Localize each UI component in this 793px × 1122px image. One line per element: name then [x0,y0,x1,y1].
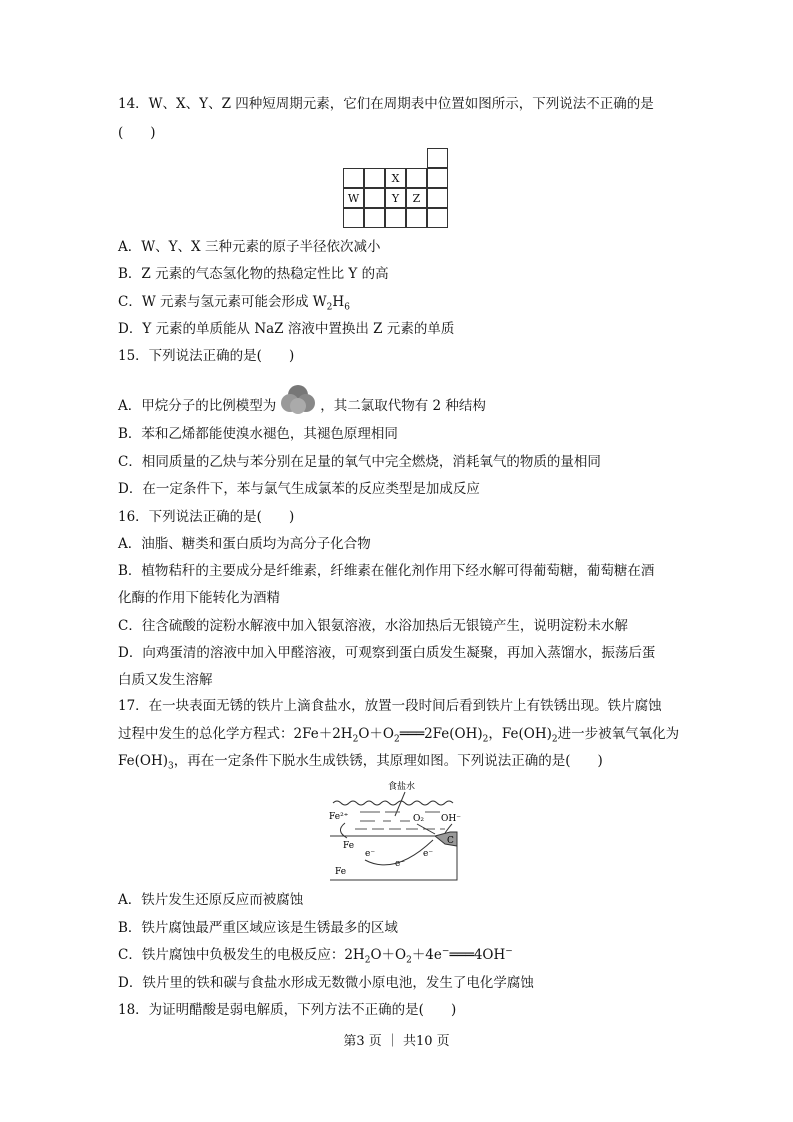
q16-option-c: C．往含硫酸的淀粉水解液中加入银氨溶液，水浴加热后无银镜产生，说明淀粉未水解 [118,618,628,634]
electron-label-2: e⁻ [395,859,406,869]
q14-option-c: C．W 元素与氢元素可能会形成 $W_2H_6$ [118,294,350,313]
table-cell [427,168,448,188]
q17-option-d: D．铁片里的铁和碳与食盐水形成无数微小原电池，发生了电化学腐蚀 [118,975,534,991]
corrosion-diagram [325,776,465,886]
q17-option-c: C．铁片腐蚀中负极发生的电极反应：$2H_2O+O_2+4e^-═══4OH^-$ [118,946,513,966]
q15-option-d: D．在一定条件下，苯与氯气生成氯苯的反应类型是加成反应 [118,481,480,497]
q15-option-b: B．苯和乙烯都能使溴水褪色，其褪色原理相同 [118,426,398,442]
q17-stem-3: $Fe(OH)_3$，再在一定条件下脱水生成铁锈，其原理如图。下列说法正确的是( ) [118,753,603,772]
q15-option-a: A．甲烷分子的比例模型为 ，其二氯取代物有 2 种结构 [118,397,486,415]
q17-option-a: A．铁片发生还原反应而被腐蚀 [118,892,304,908]
q18-stem: 18．为证明醋酸是弱电解质，下列方法不正确的是( ) [118,1002,457,1018]
fe-surface-label: Fe [343,841,355,851]
page-footer: 第3 页 ｜ 共10 页 [343,1034,450,1049]
q17-option-b: B．铁片腐蚀最严重区域应该是生锈最多的区域 [118,920,398,936]
saltwater-label: 食盐水 [388,782,416,792]
carbon-label: C [447,836,454,846]
q17-stem-2: 过程中发生的总化学方程式：$2Fe+2H_2O+O_2═══2Fe(OH)_2$，$Fe(OH)_2$进一步被氧气氧化为 [118,726,680,745]
cell-w: W [343,188,364,208]
o2-label: O₂ [413,814,424,824]
q16-stem: 16．下列说法正确的是( ) [118,509,295,525]
table-cell [427,188,448,208]
q16-option-d-cont: 白质又发生溶解 [118,672,213,688]
cell-z: Z [406,188,427,208]
cell-y: Y [385,188,406,208]
methane-model-image [278,383,318,415]
table-cell [406,208,427,228]
q14-option-b: B．Z 元素的气态氢化物的热稳定性比 Y 的高 [118,266,389,282]
table-cell [364,188,385,208]
methane-model-slot [276,397,320,415]
q14-option-d: D．Y 元素的单质能从 NaZ 溶液中置换出 Z 元素的单质 [118,321,455,337]
q14-paren: ( ) [118,125,156,141]
table-cell [343,208,364,228]
electron-label-3: e⁻ [423,849,434,859]
table-cell [427,148,448,168]
q17-stem-1: 17．在一块表面无锈的铁片上滴食盐水，放置一段时间后看到铁片上有铁锈出现。铁片腐蚀 [118,698,662,714]
fe2-label: Fe²⁺ [329,812,349,822]
q14-option-a: A．W、Y、X 三种元素的原子半径依次减小 [118,239,381,255]
q16-option-a: A．油脂、糖类和蛋白质均为高分子化合物 [118,536,371,552]
table-cell [364,168,385,188]
table-cell [406,168,427,188]
q14-stem: 14．W、X、Y、Z 四种短周期元素，它们在周期表中位置如图所示，下列说法不正确的是 [118,96,654,112]
oh-label: OH⁻ [441,814,461,824]
q16-option-d: D．向鸡蛋清的溶液中加入甲醛溶液，可观察到蛋白质发生凝聚，再加入蒸馏水，振荡后蛋 [118,645,656,661]
q16-option-b: B．植物秸秆的主要成分是纤维素，纤维素在催化剂作用下经水解可得葡萄糖，葡萄糖在酒 [118,563,655,579]
q15-stem: 15．下列说法正确的是( ) [118,348,295,364]
q15-option-c: C．相同质量的乙炔与苯分别在足量的氧气中完全燃烧，消耗氧气的物质的量相同 [118,454,601,470]
electron-label-1: e⁻ [365,849,376,859]
table-cell [385,208,406,228]
table-cell [427,208,448,228]
q16-option-b-cont: 化酶的作用下能转化为酒精 [118,590,280,606]
fe-bulk-label: Fe [335,867,347,877]
table-cell [364,208,385,228]
table-cell [343,168,364,188]
cell-x: X [385,168,406,188]
